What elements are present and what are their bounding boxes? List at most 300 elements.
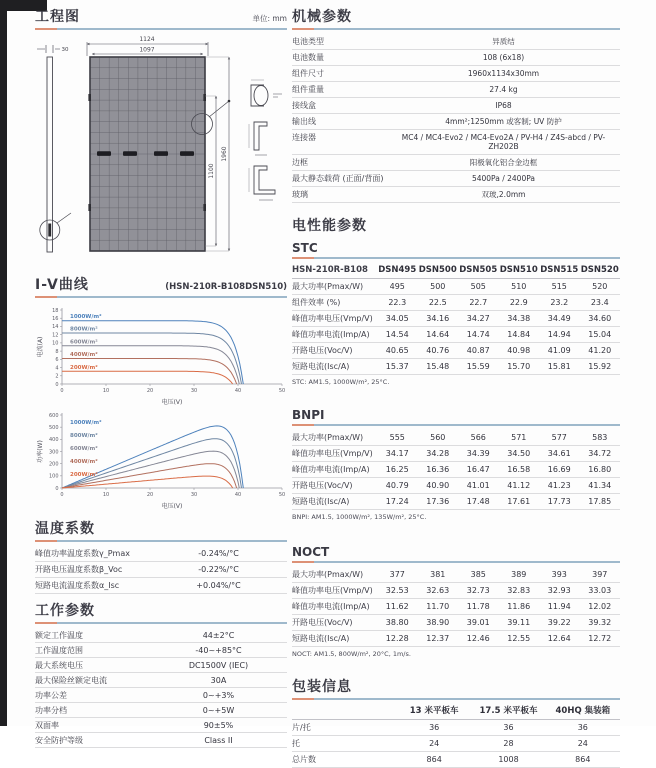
row-value: 39.11 bbox=[507, 618, 531, 627]
row-label: 最大保险丝额定电流 bbox=[35, 676, 107, 685]
row-label: 峰值功率温度系数γ_Pmax bbox=[35, 549, 130, 558]
working-params-table bbox=[35, 628, 287, 748]
row-value: 11.78 bbox=[466, 602, 490, 611]
row-value: 495 bbox=[389, 282, 405, 291]
svg-text:400: 400 bbox=[48, 437, 59, 444]
svg-text:16: 16 bbox=[52, 316, 59, 323]
svg-text:50: 50 bbox=[278, 388, 286, 394]
section-rule bbox=[35, 540, 287, 542]
row-value: 34.72 bbox=[588, 449, 612, 458]
row-value: 17.85 bbox=[588, 497, 612, 506]
row-label: 峰值功率电压(Vmp/V) bbox=[292, 314, 373, 323]
row-label: 工作温度范围 bbox=[35, 646, 83, 655]
row-value: DSN495 bbox=[378, 265, 417, 275]
row-label: 开路电压温度系数β_Voc bbox=[35, 565, 123, 574]
row-value: 34.50 bbox=[507, 449, 531, 458]
table-row bbox=[292, 430, 620, 446]
row-value: 40HQ 集装箱 bbox=[555, 706, 611, 716]
row-value: 0~+5W bbox=[202, 705, 235, 715]
row-value: 864 bbox=[575, 755, 591, 764]
frame-section-short bbox=[254, 166, 275, 194]
engineering-drawing-svg bbox=[35, 34, 287, 262]
row-value: 571 bbox=[511, 433, 527, 442]
row-label: 总片数 bbox=[292, 755, 316, 764]
svg-text:功率(W): 功率(W) bbox=[37, 440, 44, 463]
svg-text:6: 6 bbox=[55, 357, 59, 364]
row-value: 15.70 bbox=[507, 362, 531, 371]
svg-text:1100: 1100 bbox=[208, 163, 215, 179]
table-row bbox=[35, 628, 287, 643]
row-value: 17.36 bbox=[426, 497, 450, 506]
row-label bbox=[292, 707, 397, 716]
row-value: 32.63 bbox=[426, 586, 450, 595]
svg-text:1000W/m²: 1000W/m² bbox=[70, 420, 102, 426]
row-value: +0.04%/°C bbox=[196, 581, 241, 590]
svg-text:10: 10 bbox=[102, 492, 110, 498]
row-value: 389 bbox=[511, 570, 527, 579]
row-label: 输出线 bbox=[292, 117, 316, 126]
pv-curve-chart bbox=[35, 410, 287, 514]
row-label: 组件尺寸 bbox=[292, 69, 324, 78]
table-row bbox=[35, 733, 287, 748]
row-value: 41.09 bbox=[547, 346, 571, 355]
row-label: 安全防护等级 bbox=[35, 736, 83, 745]
row-value: 36 bbox=[429, 723, 440, 732]
row-label: 电池类型 bbox=[292, 37, 324, 46]
side-view bbox=[47, 57, 53, 252]
row-value: 41.01 bbox=[466, 481, 490, 490]
table-row bbox=[292, 66, 620, 82]
svg-text:8: 8 bbox=[55, 348, 59, 355]
row-value: DC1500V (IEC) bbox=[188, 660, 249, 670]
bnpi-table bbox=[292, 430, 620, 510]
row-label: 最大功率(Pmax/W) bbox=[292, 433, 364, 442]
row-value: 108 (6x18) bbox=[482, 53, 525, 62]
row-value: 15.81 bbox=[547, 362, 571, 371]
row-value: -40~+85°C bbox=[195, 645, 242, 655]
row-value: 34.49 bbox=[547, 314, 571, 323]
section-rule bbox=[292, 424, 620, 426]
svg-text:600W/m²: 600W/m² bbox=[70, 446, 98, 452]
svg-text:1960: 1960 bbox=[221, 146, 228, 162]
svg-text:400W/m²: 400W/m² bbox=[70, 459, 98, 465]
svg-text:200: 200 bbox=[48, 461, 59, 468]
iv-box-svg bbox=[35, 302, 287, 406]
section-rule bbox=[292, 561, 620, 563]
row-value: 17.48 bbox=[466, 497, 490, 506]
row-value: DSN500 bbox=[418, 265, 457, 275]
row-value: 17.73 bbox=[547, 497, 571, 506]
table-header-row bbox=[292, 704, 620, 720]
table-row bbox=[35, 643, 287, 658]
row-value: 16.58 bbox=[507, 465, 531, 474]
table-row bbox=[35, 688, 287, 703]
row-value: 11.86 bbox=[507, 602, 531, 611]
section-title-electrical: 电性能参数 bbox=[292, 218, 367, 234]
row-value: 14.94 bbox=[547, 330, 571, 339]
row-value: 14.74 bbox=[466, 330, 490, 339]
svg-text:0: 0 bbox=[55, 381, 59, 388]
row-value: 28 bbox=[503, 739, 514, 748]
clamp-mark bbox=[97, 151, 111, 156]
row-value: 34.38 bbox=[507, 314, 531, 323]
table-row bbox=[292, 720, 620, 736]
svg-text:电流(A): 电流(A) bbox=[37, 336, 44, 358]
row-label: 最大静态载荷 (正面/背面) bbox=[292, 174, 384, 183]
row-value: 381 bbox=[430, 570, 446, 579]
section-rule bbox=[292, 257, 620, 259]
svg-text:40: 40 bbox=[234, 388, 242, 394]
row-value: 40.90 bbox=[426, 481, 450, 490]
row-value: 385 bbox=[470, 570, 486, 579]
row-value: 12.37 bbox=[426, 634, 450, 643]
row-label: 峰值功率电压(Vmp/V) bbox=[292, 449, 373, 458]
row-label: 功率公差 bbox=[35, 691, 67, 700]
mechanical-params-table bbox=[292, 34, 620, 203]
table-row bbox=[292, 279, 620, 295]
row-label: 片/托 bbox=[292, 723, 311, 732]
row-value: 双玻,2.0mm bbox=[481, 190, 526, 199]
row-value: 24 bbox=[577, 739, 588, 748]
row-value: 32.93 bbox=[547, 586, 571, 595]
section-rule bbox=[292, 698, 620, 700]
svg-text:10: 10 bbox=[102, 388, 110, 394]
row-value: 577 bbox=[551, 433, 567, 442]
row-value: 41.20 bbox=[588, 346, 612, 355]
left-column bbox=[35, 8, 287, 748]
row-value: 560 bbox=[430, 433, 446, 442]
row-value: 32.73 bbox=[466, 586, 490, 595]
table-row bbox=[35, 578, 287, 594]
noct-table bbox=[292, 567, 620, 647]
row-value: 44±2°C bbox=[202, 630, 235, 640]
row-label: 双面率 bbox=[35, 721, 59, 730]
svg-text:1097: 1097 bbox=[139, 46, 155, 54]
table-row bbox=[292, 130, 620, 155]
row-label: 连接器 bbox=[292, 133, 316, 142]
row-value: 36 bbox=[577, 723, 588, 732]
svg-text:30: 30 bbox=[190, 388, 198, 394]
row-value: 16.36 bbox=[426, 465, 450, 474]
row-value: 377 bbox=[389, 570, 405, 579]
row-value: 34.60 bbox=[588, 314, 612, 323]
row-value: 34.39 bbox=[466, 449, 490, 458]
row-label: 开路电压(Voc/V) bbox=[292, 346, 353, 355]
pv-box-svg bbox=[35, 410, 287, 510]
row-value: 16.69 bbox=[547, 465, 571, 474]
table-row bbox=[292, 446, 620, 462]
row-value: 33.03 bbox=[588, 586, 612, 595]
table-row bbox=[292, 583, 620, 599]
table-row bbox=[292, 462, 620, 478]
row-value: 32.83 bbox=[507, 586, 531, 595]
row-value: 22.7 bbox=[469, 298, 488, 307]
row-value: 22.3 bbox=[388, 298, 407, 307]
engineering-drawing bbox=[35, 34, 287, 266]
table-row bbox=[35, 673, 287, 688]
row-label: 托 bbox=[292, 739, 300, 748]
table-row bbox=[292, 311, 620, 327]
row-value: 15.37 bbox=[385, 362, 409, 371]
table-row bbox=[292, 343, 620, 359]
table-row bbox=[292, 155, 620, 171]
row-label: 峰值功率电流(Imp/A) bbox=[292, 330, 370, 339]
row-value: 41.23 bbox=[547, 481, 571, 490]
section-rule bbox=[35, 296, 287, 298]
row-value: 12.55 bbox=[507, 634, 531, 643]
clamp-mark bbox=[180, 151, 194, 156]
row-value: -0.24%/°C bbox=[198, 549, 239, 558]
row-value: 40.79 bbox=[385, 481, 409, 490]
row-label: 开路电压(Voc/V) bbox=[292, 618, 353, 627]
svg-text:40: 40 bbox=[234, 492, 242, 498]
table-row bbox=[292, 187, 620, 203]
row-label: 最大功率(Pmax/W) bbox=[292, 282, 364, 291]
frame-section-long bbox=[254, 122, 267, 150]
svg-text:1000W/m²: 1000W/m² bbox=[70, 314, 102, 321]
row-label: 玻璃 bbox=[292, 190, 308, 199]
scan-edge-left bbox=[0, 0, 7, 726]
row-label: 短路电流(Isc/A) bbox=[292, 362, 350, 371]
row-value: 30A bbox=[210, 675, 227, 685]
table-row bbox=[292, 478, 620, 494]
row-label: 峰值功率电流(Imp/A) bbox=[292, 465, 370, 474]
row-value: -0.22%/°C bbox=[198, 565, 239, 574]
table-row bbox=[292, 34, 620, 50]
row-value: 11.94 bbox=[547, 602, 571, 611]
row-value: 22.5 bbox=[428, 298, 447, 307]
row-value: MC4 / MC4-Evo2 / MC4-Evo2A / PV-H4 / Z4S-abcd / PV-ZH202B bbox=[401, 133, 606, 151]
temp-coeff-table bbox=[35, 546, 287, 594]
row-value: 34.05 bbox=[385, 314, 409, 323]
row-value: 12.72 bbox=[588, 634, 612, 643]
row-value: 22.9 bbox=[509, 298, 528, 307]
table-row bbox=[292, 494, 620, 510]
row-label: 短路电流(Isc/A) bbox=[292, 634, 350, 643]
table-row bbox=[292, 567, 620, 583]
row-label: 额定工作温度 bbox=[35, 631, 83, 640]
row-value: 397 bbox=[592, 570, 608, 579]
row-label: 边框 bbox=[292, 158, 308, 167]
table-row bbox=[35, 703, 287, 718]
row-label: 峰值功率电压(Vmp/V) bbox=[292, 586, 373, 595]
svg-text:1124: 1124 bbox=[139, 36, 155, 43]
row-value: 11.70 bbox=[426, 602, 450, 611]
row-value: DSN510 bbox=[499, 265, 538, 275]
row-value: 583 bbox=[592, 433, 608, 442]
svg-text:600W/m²: 600W/m² bbox=[70, 339, 98, 346]
junction-box-section bbox=[251, 85, 264, 106]
row-value: 14.54 bbox=[385, 330, 409, 339]
table-header-row bbox=[292, 263, 620, 279]
row-value: 27.4 kg bbox=[489, 85, 518, 94]
row-value: 393 bbox=[551, 570, 567, 579]
row-label: 最大功率(Pmax/W) bbox=[292, 570, 364, 579]
row-value: IP68 bbox=[495, 101, 512, 110]
section-rule bbox=[35, 28, 287, 30]
iv-curve-chart bbox=[35, 302, 287, 410]
table-row bbox=[35, 718, 287, 733]
row-value: 510 bbox=[511, 282, 527, 291]
row-value: 23.2 bbox=[550, 298, 569, 307]
table-row bbox=[292, 171, 620, 187]
series-600W/m² bbox=[62, 451, 239, 488]
row-value: 34.17 bbox=[385, 449, 409, 458]
svg-text:18: 18 bbox=[52, 307, 59, 314]
subsection-title-stc: STC bbox=[292, 241, 318, 255]
table-row bbox=[292, 98, 620, 114]
row-label: 短路电流(Isc/A) bbox=[292, 497, 350, 506]
table-row bbox=[35, 562, 287, 578]
svg-text:100: 100 bbox=[48, 473, 59, 480]
table-row bbox=[35, 658, 287, 673]
row-value: 40.65 bbox=[385, 346, 409, 355]
svg-text:电压(V): 电压(V) bbox=[161, 399, 183, 406]
svg-text:20: 20 bbox=[146, 388, 154, 394]
svg-text:0: 0 bbox=[55, 485, 59, 492]
row-value: 41.34 bbox=[588, 481, 612, 490]
subsection-title-bnpi: BNPI bbox=[292, 408, 325, 422]
row-value: 15.92 bbox=[588, 362, 612, 371]
iv-model-label: (HSN-210R-B108DSN510) bbox=[165, 282, 287, 292]
section-title-mechanical: 机械参数 bbox=[292, 9, 352, 25]
row-value: 32.53 bbox=[385, 586, 409, 595]
svg-text:14: 14 bbox=[52, 324, 59, 331]
row-label: 开路电压(Voc/V) bbox=[292, 481, 353, 490]
stc-table bbox=[292, 263, 620, 375]
svg-text:10: 10 bbox=[52, 340, 59, 347]
row-value: 505 bbox=[470, 282, 486, 291]
row-value: 15.48 bbox=[426, 362, 450, 371]
section-title-packaging: 包装信息 bbox=[292, 679, 352, 695]
row-value: DSN520 bbox=[580, 265, 619, 275]
row-value: 864 bbox=[426, 755, 442, 764]
row-value: 39.32 bbox=[588, 618, 612, 627]
row-value: 16.80 bbox=[588, 465, 612, 474]
row-value: 12.02 bbox=[588, 602, 612, 611]
table-row bbox=[292, 599, 620, 615]
row-value: 39.22 bbox=[547, 618, 571, 627]
row-value: 12.46 bbox=[466, 634, 490, 643]
row-value: 40.87 bbox=[466, 346, 490, 355]
row-value: 34.16 bbox=[426, 314, 450, 323]
table-row bbox=[292, 631, 620, 647]
row-value: 36 bbox=[503, 723, 514, 732]
table-row bbox=[292, 327, 620, 343]
row-value: DSN505 bbox=[459, 265, 498, 275]
row-value: 34.28 bbox=[426, 449, 450, 458]
table-row bbox=[35, 546, 287, 562]
series-200W/m² bbox=[62, 371, 233, 384]
svg-text:300: 300 bbox=[48, 449, 59, 456]
clamp-mark bbox=[154, 151, 168, 156]
row-value: 4mm²;1250mm 或客制; UV 防护 bbox=[445, 117, 562, 126]
svg-text:600: 600 bbox=[48, 412, 59, 419]
row-label: 峰值功率电流(Imp/A) bbox=[292, 602, 370, 611]
svg-text:电压(V): 电压(V) bbox=[161, 503, 183, 510]
section-title-iv-curves: I-V曲线 bbox=[35, 277, 89, 293]
svg-text:4: 4 bbox=[55, 365, 59, 372]
row-value: 14.64 bbox=[426, 330, 450, 339]
row-label: 电池数量 bbox=[292, 53, 324, 62]
section-title-working-params: 工作参数 bbox=[35, 603, 95, 619]
row-value: 17.61 bbox=[507, 497, 531, 506]
row-value: Class II bbox=[204, 735, 233, 745]
svg-text:400W/m²: 400W/m² bbox=[70, 352, 98, 358]
row-label: 组件效率 (%) bbox=[292, 298, 341, 307]
row-value: 34.27 bbox=[466, 314, 490, 323]
unit-label: 单位: mm bbox=[252, 14, 287, 23]
svg-text:800W/m²: 800W/m² bbox=[70, 433, 98, 439]
svg-text:30: 30 bbox=[61, 47, 69, 53]
row-value: 1008 bbox=[498, 755, 519, 764]
row-value: 16.25 bbox=[385, 465, 409, 474]
section-title-drawing: 工程图 bbox=[35, 9, 80, 25]
row-value: 12.64 bbox=[547, 634, 571, 643]
clamp-mark bbox=[123, 151, 137, 156]
row-value: 566 bbox=[470, 433, 486, 442]
table-row bbox=[292, 114, 620, 130]
row-value: 40.76 bbox=[426, 346, 450, 355]
table-row bbox=[292, 82, 620, 98]
svg-text:200W/m²: 200W/m² bbox=[70, 364, 98, 371]
row-label: 短路电流温度系数α_Isc bbox=[35, 581, 120, 590]
svg-text:500: 500 bbox=[48, 424, 59, 431]
row-value: DSN515 bbox=[540, 265, 579, 275]
row-label: 接线盒 bbox=[292, 101, 316, 110]
svg-text:30: 30 bbox=[190, 492, 198, 498]
row-value: 515 bbox=[551, 282, 567, 291]
row-value: 异质结 bbox=[492, 37, 515, 46]
row-value: 38.90 bbox=[426, 618, 450, 627]
svg-text:0: 0 bbox=[60, 492, 64, 498]
svg-text:2: 2 bbox=[55, 373, 59, 380]
row-value: 11.62 bbox=[385, 602, 409, 611]
svg-text:12: 12 bbox=[52, 332, 59, 339]
row-value: 40.98 bbox=[507, 346, 531, 355]
noct-note: NOCT: AM1.5, 800W/m², 20°C, 1m/s. bbox=[292, 650, 411, 658]
section-rule bbox=[292, 28, 620, 30]
row-label: 最大系统电压 bbox=[35, 661, 83, 670]
table-row bbox=[292, 359, 620, 375]
row-value: 90±5% bbox=[203, 720, 234, 730]
section-rule bbox=[35, 622, 287, 624]
right-column bbox=[292, 8, 620, 768]
row-value: 0~+3% bbox=[202, 690, 235, 700]
table-row bbox=[292, 736, 620, 752]
table-row bbox=[292, 50, 620, 66]
row-value: 500 bbox=[430, 282, 446, 291]
row-value: 17.5 米平板车 bbox=[479, 706, 538, 716]
row-value: 13 米平板车 bbox=[409, 706, 459, 716]
row-value: 24 bbox=[429, 739, 440, 748]
row-value: 16.47 bbox=[466, 465, 490, 474]
row-value: 阳极氧化铝合金边框 bbox=[469, 158, 538, 167]
stc-note: STC: AM1.5, 1000W/m², 25°C. bbox=[292, 378, 390, 386]
row-value: 5400Pa / 2400Pa bbox=[471, 174, 536, 183]
row-value: 17.24 bbox=[385, 497, 409, 506]
row-value: 23.4 bbox=[590, 298, 609, 307]
table-row bbox=[292, 295, 620, 311]
row-value: 38.80 bbox=[385, 618, 409, 627]
row-value: 39.01 bbox=[466, 618, 490, 627]
section-title-temp-coeff: 温度系数 bbox=[35, 521, 95, 537]
svg-text:200W/m²: 200W/m² bbox=[70, 472, 98, 478]
svg-text:800W/m²: 800W/m² bbox=[70, 326, 98, 333]
table-row bbox=[292, 615, 620, 631]
packaging-table bbox=[292, 704, 620, 768]
table-row bbox=[292, 752, 620, 768]
